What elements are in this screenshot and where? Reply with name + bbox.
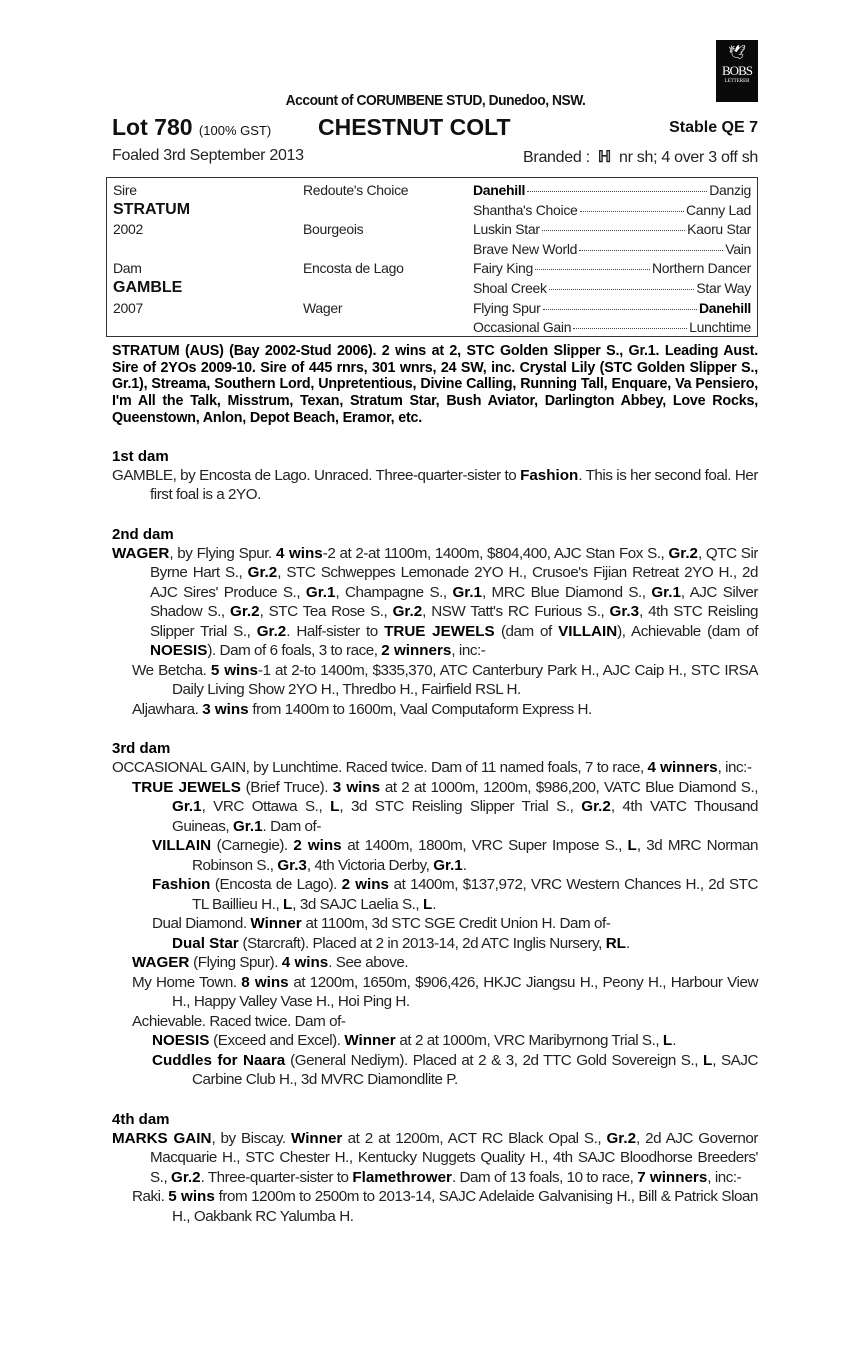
pedigree-entry xyxy=(112,953,758,973)
text: , by Biscay. xyxy=(211,1129,292,1147)
text: at 1400m, $137,972, VRC Western Chances H., 2d STC TL Baillieu H., xyxy=(192,876,758,913)
text: . xyxy=(462,856,467,874)
text: Aljawhara. xyxy=(132,700,203,718)
text: . xyxy=(672,1032,676,1050)
catalogue-body xyxy=(112,343,758,1226)
stable-location: Stable QE 7 xyxy=(669,119,758,136)
text: . See above. xyxy=(328,954,409,972)
pedigree-entry xyxy=(112,875,758,914)
dotted-leader xyxy=(527,191,707,192)
bold-text: Gr.2 xyxy=(230,603,260,621)
text: , NSW Tatt's RC Furious S., xyxy=(422,603,610,621)
logo-subtext: LETTERER xyxy=(724,79,750,84)
pedigree-gen3 xyxy=(473,221,751,237)
bold-text: VILLAIN xyxy=(558,622,618,640)
bold-text: Gr.2 xyxy=(171,1168,201,1186)
pedigree-entry xyxy=(112,1051,758,1090)
text: . Three-quarter-sister to xyxy=(200,1168,353,1186)
text: , STC Schweppes Lemonade 2YO H., Crusoe's Fijian Retreat 2YO H., 2d AJC Sires' Produce S., xyxy=(150,564,758,601)
dotted-leader xyxy=(580,211,684,212)
text: , 4th STC Reisling Slipper Trial S., xyxy=(150,603,758,640)
bold-text: 2 wins xyxy=(293,837,342,855)
text: . This is her second foal. Her first foal is a 2YO. xyxy=(150,466,758,504)
text: (dam of xyxy=(494,622,559,640)
text: (Flying Spur). xyxy=(189,954,282,972)
bold-text: RL xyxy=(605,934,626,952)
branded-text: nr sh; 4 over 3 off sh xyxy=(619,149,758,166)
lot-line xyxy=(112,114,758,144)
pedigree-row xyxy=(107,200,757,220)
bold-text: NOESIS xyxy=(152,1032,210,1050)
pedigree-gen4-name: Danehill xyxy=(698,299,751,316)
dotted-leader xyxy=(573,328,687,329)
text: (Brief Truce). xyxy=(240,778,333,796)
bold-text: Fashion xyxy=(520,466,579,484)
bold-text: Gr.1 xyxy=(172,798,202,816)
bold-text: 2 wins xyxy=(341,876,389,894)
pedigree-gen4-name: Lunchtime xyxy=(689,319,751,336)
text: (General Nediym). Placed at 2 & 3, 2d TTC Gold Sovereign S., xyxy=(285,1051,703,1069)
pedigree-entry xyxy=(112,1187,758,1226)
pedigree-entry xyxy=(112,836,758,875)
bold-text: Gr.1 xyxy=(433,856,463,874)
text: from 1400m to 1600m, Vaal Computaform Express H. xyxy=(248,700,592,718)
bold-text: Gr.3 xyxy=(277,856,307,874)
text: Dual Diamond. xyxy=(152,915,251,933)
gst-note: (100% GST) xyxy=(198,123,272,138)
text: , QTC Sir Byrne Hart S., xyxy=(150,544,758,582)
pedigree-gen2: Wager xyxy=(303,299,343,316)
text: . Half-sister to xyxy=(286,622,385,640)
pedigree-entry xyxy=(112,758,758,778)
sire-summary: STRATUM (AUS) (Bay 2002-Stud 2006). 2 wins at 2, STC Golden Slipper S., Gr.1. Leading Aust. Sire of 2YOs 2009-10. Sire of 445 rnrs, 301 wnrs, 24 SW, inc. Crystal Lily (STC Golden Slipper S., Gr.1), Streama, Southern Lord, Unpretentious, Divine Calling, Running Tall, Enquare, Va Pensiero, I'm All the Talk, Misstrum, Texan, Stratum Star, Bush Aviator, Darlington Abbey, Love Rocks, Queenstown, Anlon, Depot Beach, Eramor, etc. xyxy=(112,343,758,426)
pedigree-row xyxy=(107,258,757,278)
pedigree-gen3-name: Flying Spur xyxy=(473,299,541,316)
bold-text: VILLAIN xyxy=(152,837,212,855)
text: (Exceed and Excel). xyxy=(209,1032,345,1050)
bold-text: Winner xyxy=(291,1129,343,1147)
bold-text: Gr.1 xyxy=(305,583,336,601)
bold-text: MARKS GAIN xyxy=(112,1129,212,1147)
dotted-leader xyxy=(542,230,685,231)
pedigree-entry xyxy=(112,778,758,837)
bold-text: Flamethrower xyxy=(352,1168,452,1186)
section-heading: 2nd dam xyxy=(112,525,174,543)
text: at 1100m, 3d STC SGE Credit Union H. Dam of- xyxy=(301,915,611,933)
pedigree-gen4-name: Star Way xyxy=(696,280,751,296)
text: We Betcha. xyxy=(132,661,211,679)
text: , STC Tea Rose S., xyxy=(259,603,393,621)
horse-description: CHESTNUT COLT xyxy=(318,114,511,140)
bold-text: Winner xyxy=(344,1032,396,1050)
bold-text: Gr.2 xyxy=(247,564,278,582)
bold-text: 4 wins xyxy=(281,954,329,972)
text: . xyxy=(625,934,630,952)
pedigree-gen3 xyxy=(473,202,751,218)
pedigree-row xyxy=(107,219,757,239)
pedigree-gen3 xyxy=(473,300,751,316)
pedigree-entry xyxy=(112,1031,758,1051)
pedigree-entry xyxy=(112,544,758,661)
text: at 1400m, 1800m, VRC Super Impose S., xyxy=(341,837,628,855)
bold-text: WAGER xyxy=(112,544,170,562)
bold-text: Cuddles for Naara xyxy=(152,1051,286,1069)
pedigree-gen3-name: Luskin Star xyxy=(473,221,540,238)
pedigree-gen3-name: Shoal Creek xyxy=(473,280,547,296)
text: My Home Town. xyxy=(132,973,242,991)
bold-text: NOESIS xyxy=(150,642,208,660)
bold-text: Gr.2 xyxy=(668,544,698,562)
bold-text: Gr.2 xyxy=(606,1129,637,1147)
pedigree-gen3 xyxy=(473,241,751,257)
pedigree-gen3-name: Shantha's Choice xyxy=(473,201,578,218)
pedigree-entry xyxy=(112,1012,758,1032)
brand-mark-icon: ℍ xyxy=(597,149,612,166)
text: , MRC Blue Diamond S., xyxy=(482,583,652,601)
pedigree-gen4-name: Kaoru Star xyxy=(687,221,751,238)
text: OCCASIONAL GAIN, by Lunchtime. Raced twice. Dam of 11 named foals, 7 to race, xyxy=(112,759,648,777)
bold-text: L xyxy=(627,837,637,855)
pedigree-gen1: Sire xyxy=(113,182,137,198)
bold-text: 8 wins xyxy=(241,973,289,991)
text: , 4th Victoria Derby, xyxy=(306,856,434,874)
bold-text: 5 wins xyxy=(168,1188,215,1206)
pedigree-row xyxy=(107,298,757,318)
pedigree-gen4-name: Canny Lad xyxy=(685,201,751,218)
pedigree-gen4-name: Danzig xyxy=(709,182,751,198)
text: , 2d AJC Governor Macquarie H., STC Chester H., Kentucky Nuggets Quality H., 4th SAJC Bloodhorse Breeders' S., xyxy=(150,1129,758,1186)
text: , SAJC Carbine Club H., 3d MVRC Diamondlite P. xyxy=(192,1051,758,1089)
text: ), Achievable (dam of xyxy=(617,622,758,640)
text: , inc:- xyxy=(451,642,486,660)
bold-text: Gr.1 xyxy=(232,817,263,835)
bold-text: L xyxy=(330,798,340,816)
section-heading: 1st dam xyxy=(112,447,169,465)
pedigree-row xyxy=(107,180,757,200)
vendor-account: Account of CORUMBENE STUD, Dunedoo, NSW. xyxy=(285,92,586,109)
text: . Dam of- xyxy=(262,817,321,835)
text: , inc:- xyxy=(717,759,752,777)
text: , 4th VATC Thousand Guineas, xyxy=(172,798,758,835)
text: , AJC Silver Shadow S., xyxy=(150,583,759,621)
pedigree-entry xyxy=(112,466,758,505)
foaled-date: Foaled 3rd September 2013 xyxy=(112,147,304,164)
bold-text: L xyxy=(662,1032,673,1050)
text: , VRC Ottawa S., xyxy=(201,798,331,816)
text: -2 at 2-at 1100m, 1400m, $804,400, AJC Stan Fox S., xyxy=(322,544,669,562)
bold-text: Dual Star xyxy=(172,934,239,952)
pedigree-gen3-name: Fairy King xyxy=(473,260,534,277)
pedigree-gen4-name: Vain xyxy=(725,240,751,257)
bold-text: 2 winners xyxy=(381,642,452,660)
brand-info xyxy=(523,147,758,167)
pedigree-row xyxy=(107,317,757,337)
text: , Champagne S., xyxy=(335,583,453,601)
bold-text: TRUE JEWELS xyxy=(384,622,495,640)
pedigree-entry xyxy=(112,973,758,1012)
bold-text: Gr.2 xyxy=(581,798,611,816)
branded-label: Branded : xyxy=(523,149,590,166)
text: (Carnegie). xyxy=(211,837,294,855)
dotted-leader xyxy=(579,250,723,251)
bold-text: 4 winners xyxy=(647,759,718,777)
bold-text: L xyxy=(702,1051,713,1069)
section-heading: 3rd dam xyxy=(112,740,171,758)
pedigree-gen1: GAMBLE xyxy=(113,279,183,296)
text: at 2 at 1000m, VRC Maribyrnong Trial S., xyxy=(395,1032,663,1050)
pedigree-gen2: Encosta de Lago xyxy=(303,260,404,277)
bold-text: Gr.3 xyxy=(609,603,640,621)
pedigree-gen3-name: Occasional Gain xyxy=(473,319,572,336)
text: Raki. xyxy=(132,1188,169,1206)
text: at 2 at 1000m, 1200m, $986,200, VATC Blue Diamond S., xyxy=(380,778,758,796)
pedigree-gen2: Redoute's Choice xyxy=(303,182,409,198)
pedigree-gen3 xyxy=(473,182,751,198)
text: . xyxy=(432,895,437,913)
bold-text: TRUE JEWELS xyxy=(132,778,241,796)
pedigree-table xyxy=(106,177,758,337)
dotted-leader xyxy=(535,269,650,270)
bold-text: Fashion xyxy=(152,876,211,894)
pedigree-row xyxy=(107,278,757,298)
pedigree-gen3-name: Brave New World xyxy=(473,240,578,257)
bold-text: L xyxy=(422,895,433,913)
pedigree-gen1: 2007 xyxy=(113,299,143,316)
text: (Starcraft). Placed at 2 in 2013-14, 2d ATC Inglis Nursery, xyxy=(238,934,606,952)
bold-text: Gr.1 xyxy=(651,583,681,601)
pedigree-gen3 xyxy=(473,319,751,335)
bold-text: 3 wins xyxy=(332,778,381,796)
bold-text: 4 wins xyxy=(275,544,323,562)
pedigree-gen3 xyxy=(473,280,751,296)
pedigree-gen1: 2002 xyxy=(113,221,143,238)
pedigree-gen2: Bourgeois xyxy=(303,221,364,238)
text: . Dam of 13 foals, 10 to race, xyxy=(451,1168,638,1186)
text: , by Flying Spur. xyxy=(169,544,276,562)
bold-text: 5 wins xyxy=(210,661,258,679)
bird-icon: 🕊 xyxy=(728,46,746,61)
text: ). Dam of 6 foals, 3 to race, xyxy=(207,642,382,660)
bold-text: WAGER xyxy=(132,954,190,972)
section-heading: 4th dam xyxy=(112,1110,170,1128)
text: , 3d MRC Norman Robinson S., xyxy=(192,837,758,874)
pedigree-gen3 xyxy=(473,260,751,276)
bold-text: L xyxy=(283,895,293,913)
lot-number xyxy=(112,114,271,141)
bold-text: Gr.1 xyxy=(452,583,483,601)
text: -1 at 2-to 1400m, $335,370, ATC Canterbury Park H., AJC Caip H., STC IRSA Daily Living Show 2YO H., Thredbo H., Fairfield RSL H. xyxy=(172,661,758,699)
text: , 3d SAJC Laelia S., xyxy=(292,895,423,913)
bold-text: 7 winners xyxy=(637,1168,708,1186)
pedigree-entry xyxy=(112,934,758,954)
pedigree-row xyxy=(107,239,757,259)
text: GAMBLE, by Encosta de Lago. Unraced. Three-quarter-sister to xyxy=(112,466,521,484)
pedigree-entry xyxy=(112,914,758,934)
text: , 3d STC Reisling Slipper Trial S., xyxy=(339,798,582,816)
lot-label: Lot 780 xyxy=(112,114,193,140)
pedigree-gen3-name: Danehill xyxy=(473,182,526,198)
bold-text: Winner xyxy=(250,915,302,933)
pedigree-entry xyxy=(112,661,758,700)
text: from 1200m to 2500m to 2013-14, SAJC Adelaide Galvanising H., Bill & Patrick Sloan H., Oakbank RC Yalumba H. xyxy=(172,1188,758,1225)
pedigree-gen1: STRATUM xyxy=(113,200,191,218)
dotted-leader xyxy=(543,309,697,310)
pedigree-gen1: Dam xyxy=(113,260,142,277)
text: (Encosta de Lago). xyxy=(210,876,342,894)
text: at 2 at 1200m, ACT RC Black Opal S., xyxy=(342,1129,607,1147)
bold-text: Gr.2 xyxy=(392,603,423,621)
pedigree-entry xyxy=(112,700,758,720)
dotted-leader xyxy=(549,289,695,290)
pedigree-gen4-name: Northern Dancer xyxy=(652,260,751,277)
text: , inc:- xyxy=(707,1168,742,1186)
bold-text: Gr.2 xyxy=(256,622,287,640)
pedigree-entry xyxy=(112,1129,758,1188)
bold-text: 3 wins xyxy=(202,700,249,718)
text: at 1200m, 1650m, $906,426, HKJC Jiangsu H., Peony H., Harbour View H., Happy Valley Vase H., Hoi Ping H. xyxy=(172,973,758,1011)
text: Achievable. Raced twice. Dam of- xyxy=(132,1012,346,1030)
logo-text: BOBS xyxy=(722,63,752,78)
